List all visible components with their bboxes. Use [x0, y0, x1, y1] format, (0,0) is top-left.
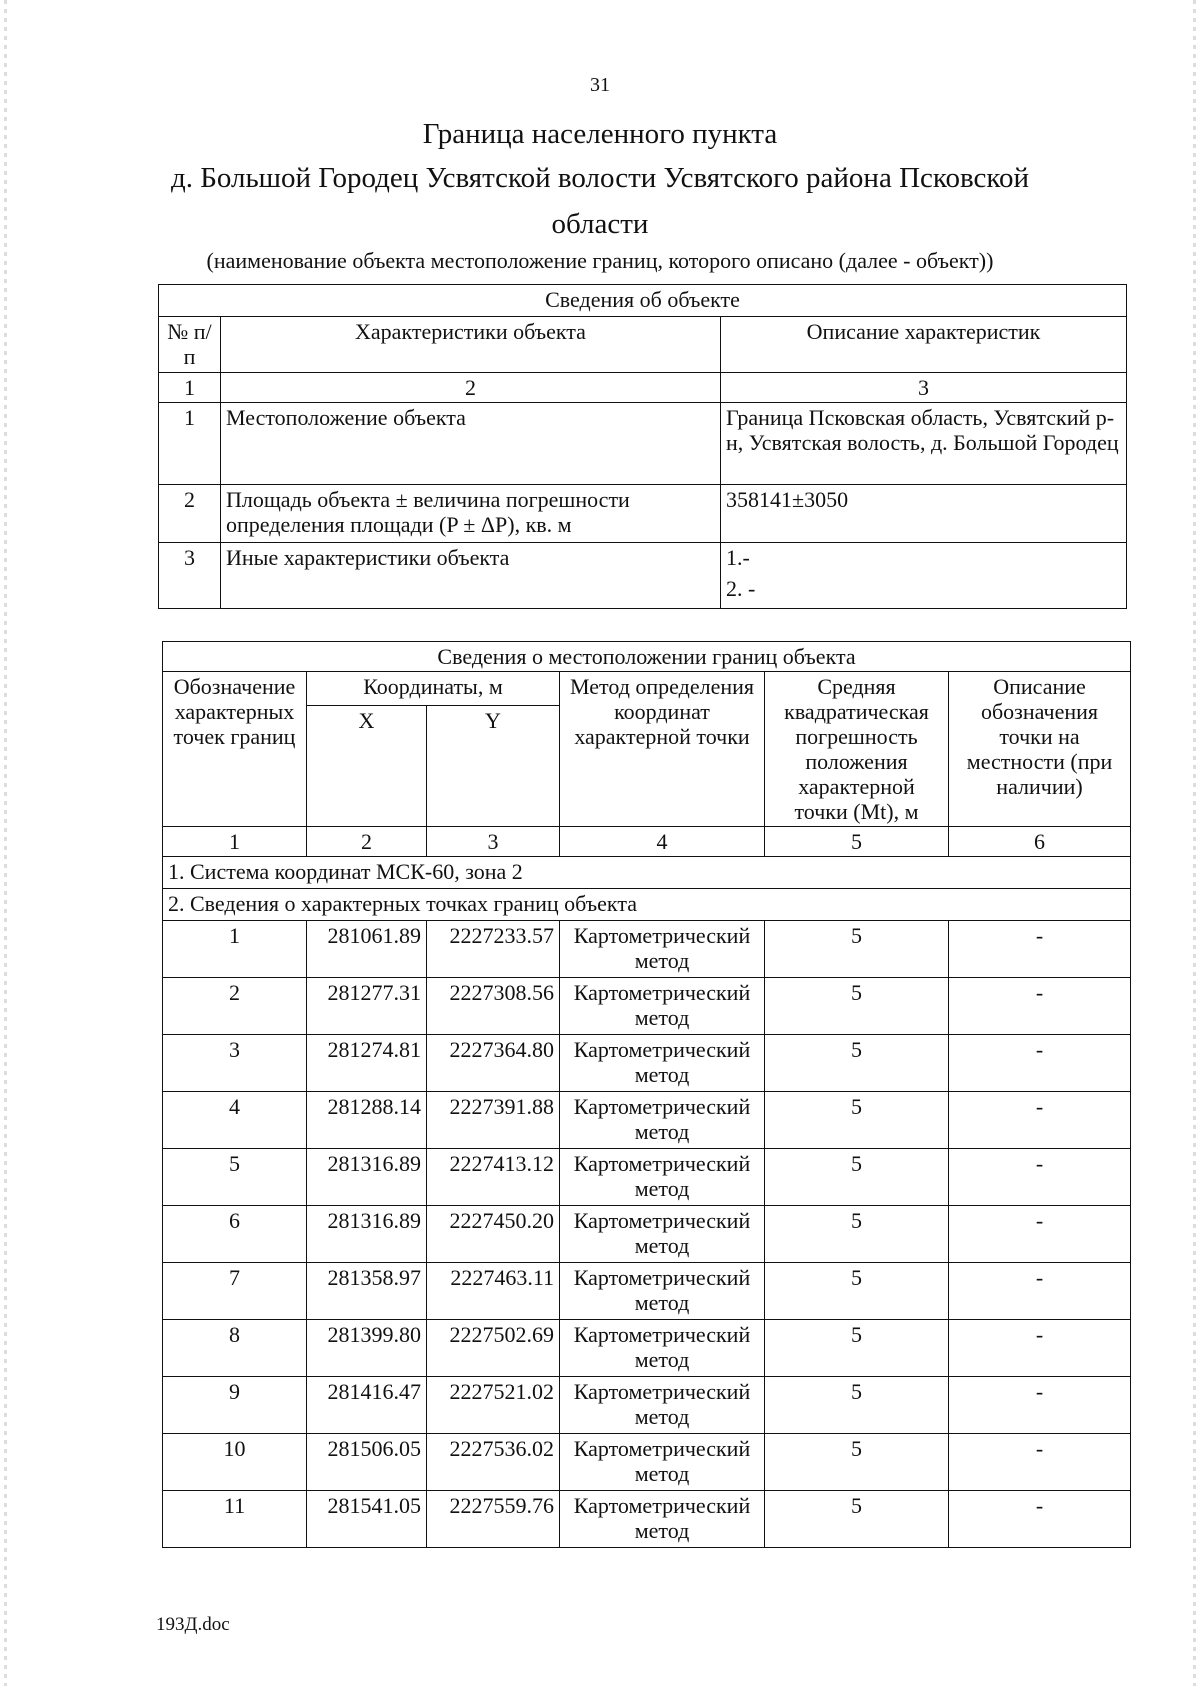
mean-error: 5 [765, 1491, 949, 1548]
header-method: Метод определения координат характерной точки [560, 672, 765, 827]
page-number: 31 [590, 74, 610, 96]
row-desc: 358141±3050 [721, 485, 1127, 543]
point-description: - [949, 1092, 1131, 1149]
point-description: - [949, 1206, 1131, 1263]
coord-x: 281416.47 [307, 1377, 427, 1434]
mean-error: 5 [765, 1434, 949, 1491]
table-row [163, 1149, 1131, 1206]
point-description: - [949, 1035, 1131, 1092]
row-desc-line: 2. - [726, 576, 756, 601]
header-point-description: Описание обозначения точки на местности (при наличии) [949, 672, 1131, 827]
header-characteristics: Характеристики объекта [221, 317, 721, 373]
coord-y: 2227364.80 [427, 1035, 560, 1092]
col-number: 5 [765, 827, 949, 857]
mean-error: 5 [765, 1263, 949, 1320]
col-number: 3 [721, 373, 1127, 403]
mean-error: 5 [765, 1035, 949, 1092]
point-number: 11 [163, 1491, 307, 1548]
coord-x: 281274.81 [307, 1035, 427, 1092]
point-number: 1 [163, 921, 307, 978]
point-description: - [949, 1434, 1131, 1491]
point-number: 8 [163, 1320, 307, 1377]
method: Картометрический метод [560, 978, 765, 1035]
title-line-2: д. Большой Городец Усвятской волости Усвятского района Псковской [170, 162, 1030, 194]
table-row [163, 1035, 1131, 1092]
coord-x: 281288.14 [307, 1092, 427, 1149]
coord-x: 281506.05 [307, 1434, 427, 1491]
point-number: 9 [163, 1377, 307, 1434]
method: Картометрический метод [560, 1263, 765, 1320]
table-row [163, 1377, 1131, 1434]
col-number: 2 [307, 827, 427, 857]
table-row [163, 1491, 1131, 1548]
coord-x: 281061.89 [307, 921, 427, 978]
coord-x: 281316.89 [307, 1149, 427, 1206]
row-desc-line: 1.- [726, 545, 750, 570]
coord-y: 2227233.57 [427, 921, 560, 978]
row-desc [721, 543, 1127, 609]
point-description: - [949, 1263, 1131, 1320]
mean-error: 5 [765, 1206, 949, 1263]
header-num: № п/п [159, 317, 221, 373]
mean-error: 5 [765, 921, 949, 978]
col-number: 6 [949, 827, 1131, 857]
mean-error: 5 [765, 978, 949, 1035]
col-number: 1 [159, 373, 221, 403]
method: Картометрический метод [560, 921, 765, 978]
object-table-caption: Сведения об объекте [159, 285, 1127, 317]
header-x: X [307, 706, 427, 827]
table-row [163, 1434, 1131, 1491]
row-num: 1 [159, 403, 221, 485]
coord-x: 281358.97 [307, 1263, 427, 1320]
header-description: Описание характеристик [721, 317, 1127, 373]
point-description: - [949, 1149, 1131, 1206]
point-description: - [949, 1491, 1131, 1548]
point-number: 3 [163, 1035, 307, 1092]
row-num: 2 [159, 485, 221, 543]
coord-x: 281316.89 [307, 1206, 427, 1263]
coord-y: 2227559.76 [427, 1491, 560, 1548]
point-description: - [949, 921, 1131, 978]
row-name: Площадь объекта ± величина погрешности определения площади (P ± ΔP), кв. м [221, 485, 721, 543]
method: Картометрический метод [560, 1377, 765, 1434]
point-description: - [949, 1377, 1131, 1434]
section-coordinate-system: 1. Система координат МСК-60, зона 2 [163, 857, 1131, 889]
object-info-table [158, 284, 1127, 609]
coord-y: 2227463.11 [427, 1263, 560, 1320]
point-number: 7 [163, 1263, 307, 1320]
method: Картометрический метод [560, 1092, 765, 1149]
method: Картометрический метод [560, 1035, 765, 1092]
point-number: 6 [163, 1206, 307, 1263]
coord-y: 2227308.56 [427, 978, 560, 1035]
row-desc: Граница Псковская область, Усвятский р-н, Усвятская волость, д. Большой Городец [721, 403, 1127, 485]
coord-y: 2227391.88 [427, 1092, 560, 1149]
col-number: 4 [560, 827, 765, 857]
footer-filename: 193Д.doc [156, 1614, 230, 1635]
header-y: Y [427, 706, 560, 827]
coord-x: 281399.80 [307, 1320, 427, 1377]
table-row [163, 1263, 1131, 1320]
mean-error: 5 [765, 1320, 949, 1377]
header-error: Средняя квадратическая погрешность положения характерной точки (Mt), м [765, 672, 949, 827]
coordinates-table [162, 641, 1131, 1548]
coord-y: 2227502.69 [427, 1320, 560, 1377]
table-row [163, 978, 1131, 1035]
method: Картометрический метод [560, 1320, 765, 1377]
row-name: Местоположение объекта [221, 403, 721, 485]
coord-x: 281541.05 [307, 1491, 427, 1548]
coord-y: 2227450.20 [427, 1206, 560, 1263]
section-points: 2. Сведения о характерных точках границ объекта [163, 889, 1131, 921]
mean-error: 5 [765, 1377, 949, 1434]
table-row [163, 921, 1131, 978]
point-number: 10 [163, 1434, 307, 1491]
table-row [163, 1206, 1131, 1263]
row-num: 3 [159, 543, 221, 609]
col-number: 1 [163, 827, 307, 857]
col-number: 3 [427, 827, 560, 857]
mean-error: 5 [765, 1092, 949, 1149]
coord-y: 2227536.02 [427, 1434, 560, 1491]
table-row [163, 1320, 1131, 1377]
point-number: 5 [163, 1149, 307, 1206]
point-number: 4 [163, 1092, 307, 1149]
coord-x: 281277.31 [307, 978, 427, 1035]
title-line-3: области [551, 208, 649, 240]
point-description: - [949, 1320, 1131, 1377]
point-number: 2 [163, 978, 307, 1035]
title-line-1: Граница населенного пункта [422, 118, 778, 150]
header-coords: Координаты, м [307, 672, 560, 706]
table-row [163, 1092, 1131, 1149]
row-name: Иные характеристики объекта [221, 543, 721, 609]
mean-error: 5 [765, 1149, 949, 1206]
coord-y: 2227413.12 [427, 1149, 560, 1206]
point-description: - [949, 978, 1131, 1035]
method: Картометрический метод [560, 1491, 765, 1548]
coords-table-caption: Сведения о местоположении границ объекта [163, 642, 1131, 672]
method: Картометрический метод [560, 1149, 765, 1206]
method: Картометрический метод [560, 1206, 765, 1263]
coord-y: 2227521.02 [427, 1377, 560, 1434]
subtitle: (наименование объекта местоположение границ, которого описано (далее - объект)) [206, 248, 994, 273]
col-number: 2 [221, 373, 721, 403]
method: Картометрический метод [560, 1434, 765, 1491]
header-designation: Обозначение характерных точек границ [163, 672, 307, 827]
